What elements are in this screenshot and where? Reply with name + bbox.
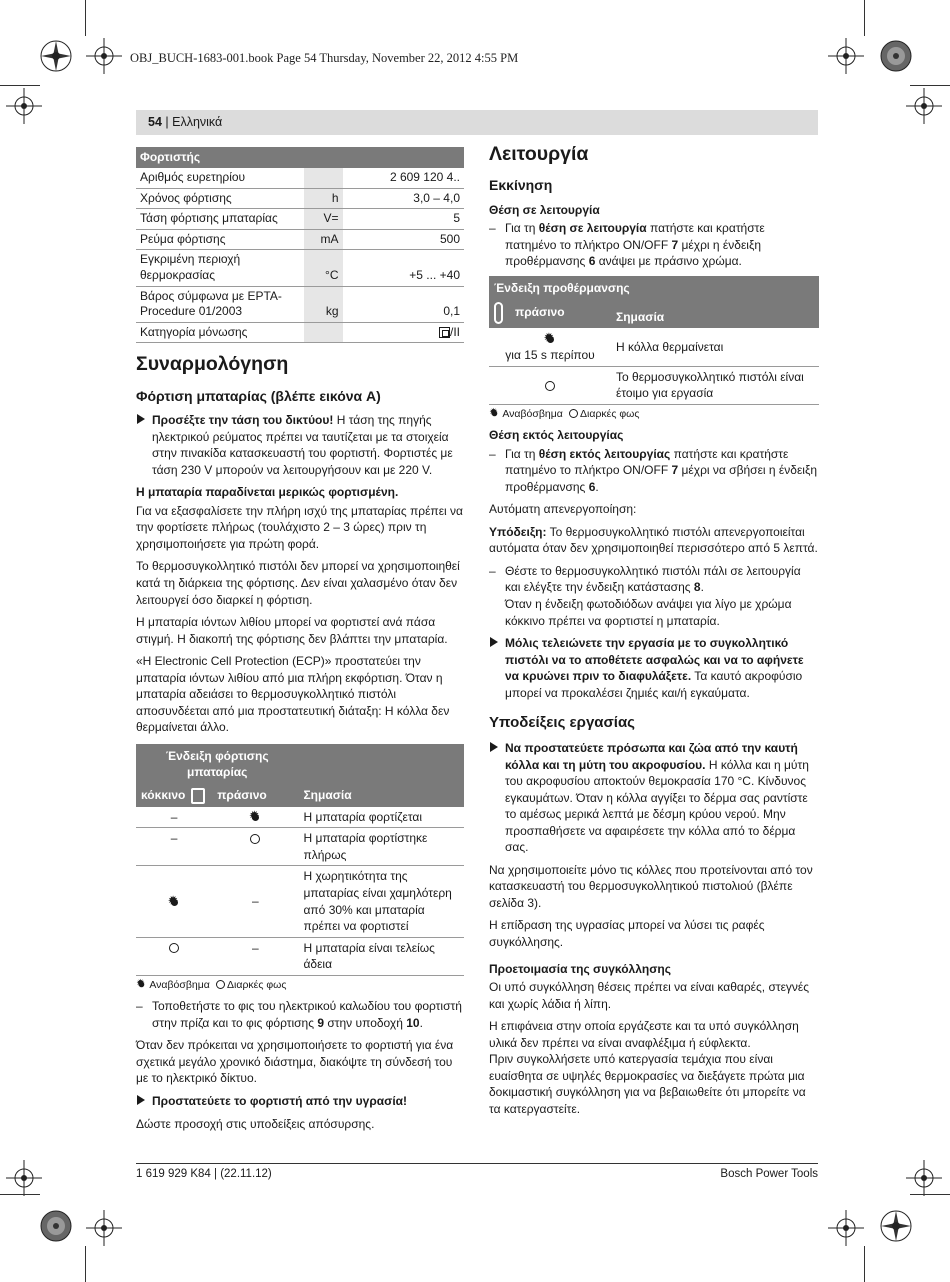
paragraph: Αυτόματη απενεργοποίηση:: [489, 502, 637, 517]
paragraph: Η επιφάνεια στην οποία εργάζεστε και τα υπό συγκόλληση υλικά δεν πρέπει να είναι αναφλέξιμα ή εύφλεκτα.: [489, 1019, 799, 1050]
ref-number: 10: [406, 1015, 420, 1030]
col-green-header: πράσινο: [212, 784, 298, 807]
paragraph: Το θερμοσυγκολλητικό πιστόλι δεν μπορεί να χρησιμοποιηθεί κατά τη διάρκεια της φόρτισης. Δεν είναι χαλασμένο όταν δεν λειτουργεί όσο διαρκεί η φόρτιση.: [136, 559, 460, 607]
table-row: [136, 937, 464, 975]
blink-icon: [250, 812, 261, 823]
partial-charge-title: Η μπαταρία παραδίνεται μερικώς φορτισμένη.: [136, 485, 399, 500]
footer-doc-number: 1 619 929 K84 | (22.11.12): [136, 1168, 272, 1180]
registration-mark-icon: [38, 1208, 74, 1244]
green-cell: [489, 328, 611, 366]
section-title-operation: Λειτουργία: [489, 143, 589, 165]
meaning-cell: Η χωρητικότητα της μπαταρίας είναι χαμηλότερη από 30% και μπαταρία πρέπει να φορτιστεί: [298, 866, 464, 937]
green-cell: [212, 828, 298, 866]
warning-bold: Προστατεύετε το φορτιστή από την υγρασία!: [152, 1093, 408, 1108]
warning-voltage: [136, 412, 464, 478]
protection-class-icon: [439, 327, 450, 338]
spec-unit: [304, 322, 342, 343]
steady-light-icon: [545, 381, 555, 391]
warning-bold: Να προστατεύετε πρόσωπα και ζώα από την καυτή κόλλα και τη μύτη του ακροφυσίου.: [505, 741, 798, 772]
table-row: [136, 188, 464, 209]
paragraph: Δώστε προσοχή στις υποδείξεις απόσυρσης.: [136, 1116, 375, 1131]
legend-blink: Αναβόσβημα: [149, 978, 210, 991]
table-row: [136, 286, 464, 322]
ref-number: 7: [671, 463, 679, 478]
print-header: OBJ_BUCH-1683-001.book Page 54 Thursday, November 22, 2012 4:55 PM: [130, 51, 519, 65]
paragraph: Όταν δεν πρόκειται να χρησιμοποιήσετε το φορτιστή για ένα σχετικά μεγάλο χρονικό διάστημα, διακόψτε τη σύνδεσή του με το ηλεκτρικό δίκτυο.: [136, 1038, 454, 1086]
spec-label: Ρεύμα φόρτισης: [136, 229, 304, 250]
crosshair-icon: [828, 1210, 864, 1246]
paragraph: Οι υπό συγκόλληση θέσεις πρέπει να είναι καθαρές, στεγνές και χωρίς λάδια ή λίπη.: [489, 980, 810, 1011]
prep-title: Προετοιμασία της συγκόλλησης: [489, 961, 671, 976]
crosshair-icon: [906, 88, 942, 124]
text: .: [419, 1015, 423, 1030]
ref-number: 7: [671, 237, 679, 252]
crop-line: [85, 1246, 86, 1282]
red-cell: –: [136, 807, 212, 828]
table-row: [136, 250, 464, 286]
steady-light-icon: [569, 409, 578, 418]
ref-number: 8: [693, 580, 701, 595]
crop-line: [910, 1194, 950, 1195]
header-separator: |: [161, 115, 173, 129]
steady-light-icon: [169, 943, 179, 953]
ref-number: 6: [588, 254, 596, 269]
spec-value: 5: [343, 209, 464, 230]
blink-icon: [545, 334, 556, 345]
spec-label: Τάση φόρτισης μπαταρίας: [136, 209, 304, 230]
charger-spec-table: [136, 147, 464, 343]
table-row: [136, 828, 464, 866]
text: μέχρι η ένδειξη προθέρμανσης: [505, 237, 762, 269]
page-header: [136, 110, 818, 135]
note-text: Το θερμοσυγκολλητικό πιστόλι απενεργοποιείται αυτόματα όταν δεν χρησιμοποιηθεί περισσότερο από 5 λεπτά.: [489, 524, 818, 556]
blink-icon: [490, 409, 499, 418]
page-footer: [136, 1163, 818, 1183]
col-red-header: [136, 784, 212, 807]
section-title-assembly: Συναρμολόγηση: [136, 353, 289, 376]
ref-number: 9: [317, 1015, 325, 1030]
crop-line: [85, 0, 86, 36]
paragraph: Η επίδραση της υγρασίας μπορεί να λύσει τις ραφές συγκόλλησης.: [489, 918, 765, 950]
spec-value: 2 609 120 4..: [343, 168, 464, 188]
text: Θέστε το θερμοσυγκολλητικό πιστόλι πάλι σε λειτουργία και ελέγξτε την ένδειξη κατάστασης: [505, 563, 801, 595]
text: πατήστε και κρατήστε πατημένο το πλήκτρο ON/OFF: [505, 221, 765, 252]
text: Για τη: [505, 446, 539, 461]
warning-moisture: [136, 1093, 464, 1110]
meaning-cell: Η μπαταρία είναι τελείως άδεια: [298, 937, 464, 975]
text: Όταν η ένδειξη φωτοδιόδων ανάψει για λίγο με χρώμα κόκκινο πρέπει να φορτιστεί η μπαταρία.: [505, 597, 792, 628]
spec-label: Κατηγορία μόνωσης: [136, 322, 304, 343]
spec-unit: V=: [304, 209, 342, 230]
legend-ring: Διαρκές φως: [580, 407, 640, 420]
warning-hot-glue: [489, 740, 819, 856]
registration-mark-icon: [878, 1208, 914, 1244]
warning-text: Η τάση της πηγής ηλεκτρικού ρεύματος πρέπει να ταυτίζεται με τα στοιχεία στην πινακίδα κατασκευαστή του φορτιστή. Φορτιστές με τάση 230 V μπορούν να λειτουργήσουν και με 220 V.: [152, 413, 453, 477]
table-row: [489, 366, 819, 404]
instruction-plug: [136, 998, 464, 1031]
ref-number: 6: [588, 479, 596, 494]
text: στην υποδοχή: [324, 1015, 407, 1030]
col-green-header: [489, 299, 611, 328]
protection-class-text: /II: [449, 324, 460, 339]
paragraph: Να χρησιμοποιείτε μόνο τις κόλλες που προτείνονται από τον κατασκευαστή του θερμοσυγκολλητικού πιστολιού (βλέπε σελίδα 3).: [489, 862, 813, 910]
note: [489, 524, 819, 557]
col-meaning-header: Σημασία: [298, 784, 464, 807]
preheat-table-legend: [489, 407, 819, 421]
text: .: [595, 479, 599, 494]
meaning-cell: Η μπαταρία φορτίστηκε πλήρως: [298, 828, 464, 866]
crop-line: [0, 1194, 40, 1195]
instruction-check-status: [489, 563, 819, 629]
meaning-cell: Η μπαταρία φορτίζεται: [298, 807, 464, 828]
spec-unit: °C: [304, 250, 342, 286]
registration-mark-icon: [38, 38, 74, 74]
paragraph: Για να εξασφαλίσετε την πλήρη ισχύ της μπαταρίας πρέπει να την φορτίσετε πλήρως (τουλάχιστο 2 – 3 ώρες) πριν τη χρησιμοποιήσετε για πρώτη φορά.: [136, 503, 463, 551]
spec-value: +5 ... +40: [343, 250, 464, 286]
crosshair-icon: [906, 1160, 942, 1196]
green-cell: [489, 366, 611, 404]
crosshair-icon: [828, 38, 864, 74]
crosshair-icon: [6, 1160, 42, 1196]
spec-unit: [304, 168, 342, 188]
crop-line: [0, 85, 40, 86]
steady-light-icon: [216, 980, 225, 989]
blink-icon: [137, 981, 146, 990]
subsection-title-charging: Φόρτιση μπαταρίας (βλέπε εικόνα A): [136, 387, 381, 404]
instruction-switch-on: [489, 220, 819, 270]
charge-indicator-table: [136, 744, 464, 976]
thermometer-icon: [494, 302, 503, 324]
col-green-label: πράσινο: [515, 305, 565, 320]
table-row: [136, 322, 464, 343]
blink-icon: [169, 897, 180, 908]
table-row: [136, 229, 464, 250]
meaning-cell: Το θερμοσυγκολλητικό πιστόλι είναι έτοιμο για εργασία: [611, 366, 819, 404]
note-label: Υπόδειξη:: [489, 524, 547, 539]
spec-value: [343, 322, 464, 343]
paragraph: «Η Electronic Cell Protection (ECP)» προστατεύει την μπαταρία ιόντων λιθίου από μια πλήρη εκφόρτιση. Όταν η μπαταρία αδειάσει το θερμοσυγκολλητικό πιστόλι αποσυνδέεται από μια προστατευτική διάταξη: Η κόλλα δεν θερμαίνεται άλλο.: [136, 654, 450, 735]
warning-bold: Μόλις τελειώνετε την εργασία με το συγκολλητικό πιστόλι να το αποθέτετε ασφαλώς και να το αφήνετε να κρυώνει πριν το διαφυλάξετε.: [505, 636, 804, 684]
table-row: [136, 209, 464, 230]
warning-arrow-icon: [490, 637, 498, 647]
footer-brand: Bosch Power Tools: [720, 1168, 818, 1180]
spec-unit: h: [304, 188, 342, 209]
steady-light-icon: [250, 834, 260, 844]
header-language: Ελληνικά: [172, 115, 223, 129]
crosshair-icon: [6, 88, 42, 124]
crosshair-icon: [86, 38, 122, 74]
paragraph: Η μπαταρία ιόντων λιθίου μπορεί να φορτιστεί ανά πάσα στιγμή. Η διακοπή της φόρτισης δεν βλάπτει την μπαταρία.: [136, 615, 448, 646]
charge-indicator-header: Ένδειξη φόρτισης μπαταρίας: [136, 744, 298, 784]
registration-mark-icon: [878, 38, 914, 74]
table-row: [489, 328, 819, 366]
subsection-title-start: Εκκίνηση: [489, 177, 553, 194]
charge-table-legend: [136, 978, 464, 992]
crop-line: [910, 85, 950, 86]
warning-text: Τα καυτό ακροφύσιο μπορεί να προκαλέσει ζημιές και/ή εγκαύματα.: [505, 669, 803, 700]
fuel-pump-icon: [191, 788, 205, 804]
switch-off-title: Θέση εκτός λειτουργίας: [489, 428, 624, 443]
instruction-switch-off: [489, 446, 819, 496]
text: Για τη: [505, 221, 539, 236]
red-cell: [136, 866, 212, 937]
preheat-table-title: Ένδειξη προθέρμανσης: [489, 276, 819, 300]
preheat-indicator-table: [489, 276, 819, 405]
spec-value: 0,1: [343, 286, 464, 322]
bold-text: θέση σε λειτουργία: [538, 221, 647, 236]
bold-text: θέση εκτός λειτουργίας: [538, 446, 671, 461]
switch-on-title: Θέση σε λειτουργία: [489, 202, 600, 217]
spec-unit: kg: [304, 286, 342, 322]
text: ανάψει με πράσινο χρώμα.: [595, 254, 742, 269]
spec-value: 500: [343, 229, 464, 250]
warning-arrow-icon: [137, 414, 145, 424]
crosshair-icon: [86, 1210, 122, 1246]
legend-ring: Διαρκές φως: [227, 978, 287, 991]
text: πατήστε και κρατήστε πατημένο το πλήκτρο ON/OFF: [505, 446, 789, 478]
text: μέχρι να σβήσει η ένδειξη προθέρμανσης: [505, 463, 818, 494]
green-cell: [212, 807, 298, 828]
warning-text: Η κόλλα και η μύτη του ακροφυσίου αποκτούν θεμοκρασία 170 °C. Κίνδυνος εγκαυμάτων. Όταν η κόλλα αγγίξει το δέρμα σας ραντίστε το αμέσως μερικά λεπτά με δέσμη κρύου νερού. Μην προσπαθήσετε να αφαιρέσετε την κόλλα από το δέρμα σας.: [505, 757, 809, 855]
green-cell: –: [212, 937, 298, 975]
table-row: [136, 168, 464, 188]
crop-line: [864, 1246, 865, 1282]
spec-value: 3,0 – 4,0: [343, 188, 464, 209]
subsection-title-tips: Υποδείξεις εργασίας: [489, 714, 635, 732]
paragraph: Πριν συγκολλήσετε υπό κατεργασία τεμάχια που είναι ευαίσθητα σε υψηλές θερμοκρασίες να διεξάγετε πρώτα μια δοκιμαστική συγκόλληση για να βεβαιωθείτε ότι μπορείτε να τα κατεργαστείτε.: [489, 1052, 806, 1116]
spec-label: Χρόνος φόρτισης: [136, 188, 304, 209]
duration-text: για 15 s περίπου: [505, 347, 595, 362]
warning-storage: [489, 635, 819, 701]
page-number: 54: [148, 115, 162, 129]
warning-bold: Προσέξτε την τάση του δικτύου!: [152, 413, 334, 428]
spec-unit: mA: [304, 229, 342, 250]
col-red-label: κόκκινο: [141, 787, 186, 802]
red-cell: –: [136, 828, 212, 866]
crop-line: [864, 0, 865, 36]
spec-label: Αριθμός ευρετηρίου: [136, 168, 304, 188]
warning-arrow-icon: [490, 742, 498, 752]
spec-table-title: Φορτιστής: [136, 147, 464, 168]
left-column: [136, 147, 464, 1138]
text: .: [700, 580, 704, 595]
table-row: [136, 807, 464, 828]
meaning-cell: Η κόλλα θερμαίνεται: [611, 328, 819, 366]
spec-label: Εγκριμένη περιοχή θερμοκρασίας: [136, 250, 304, 286]
table-row: [136, 866, 464, 937]
legend-blink: Αναβόσβημα: [502, 407, 563, 420]
col-meaning-header: Σημασία: [611, 299, 819, 328]
text: Τοποθετήστε το φις του ηλεκτρικού καλωδίου του φορτιστή στην πρίζα και το φις φόρτισης: [152, 999, 462, 1030]
green-cell: –: [212, 866, 298, 937]
warning-arrow-icon: [137, 1095, 145, 1105]
red-cell: [136, 937, 212, 975]
right-column: [489, 143, 819, 1123]
spec-label: Βάρος σύμφωνα με EPTA-Procedure 01/2003: [136, 286, 304, 322]
